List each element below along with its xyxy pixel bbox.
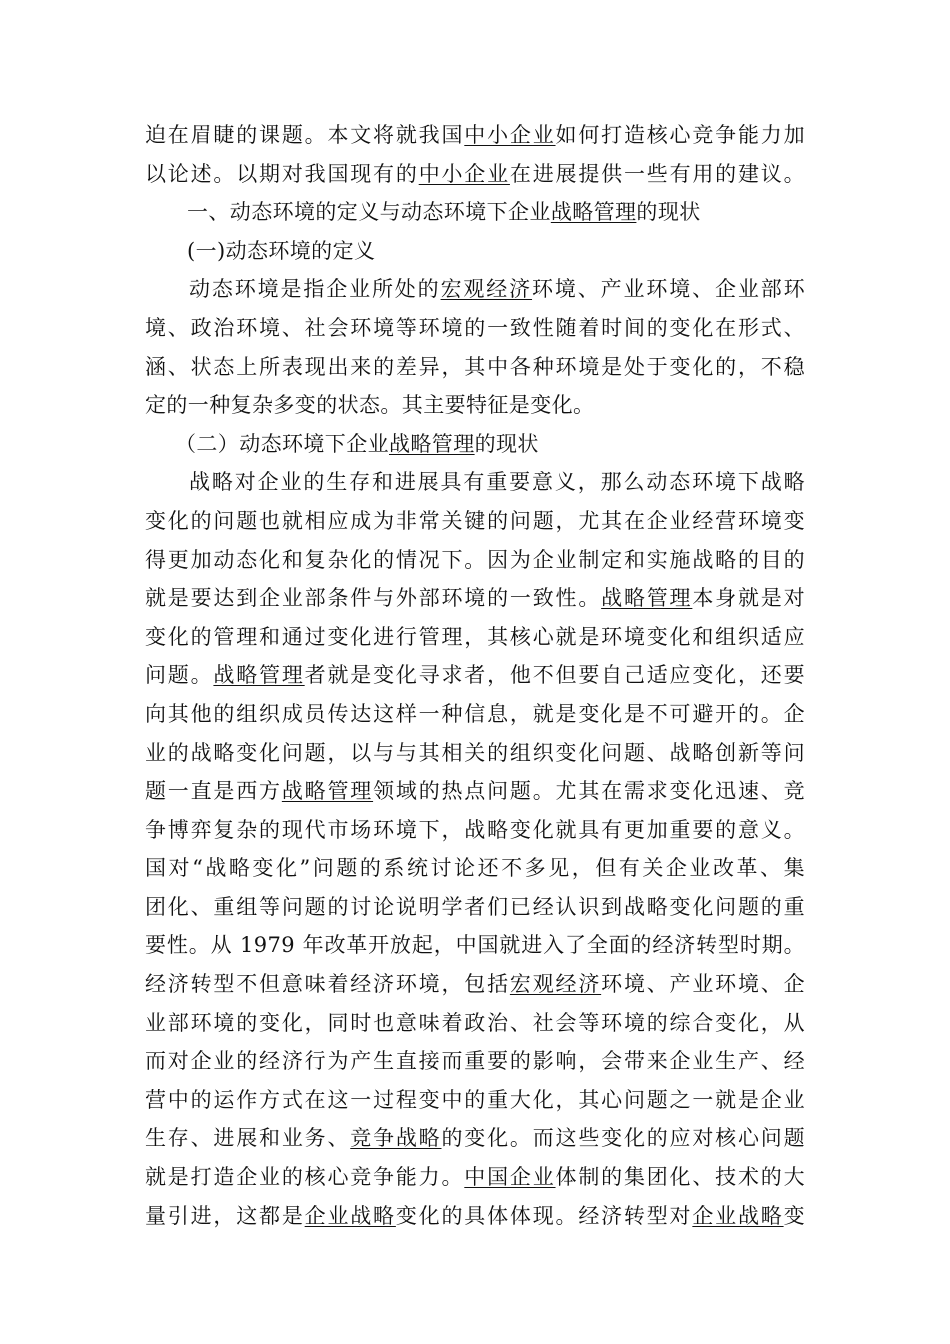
hyperlink-term[interactable]: 战略管理: [389, 431, 475, 456]
text-segment: 体制的集团化、技术的大: [555, 1165, 805, 1190]
text-segment: 变化的管理和通过变化进行管理，其核心就是环境变化和组织适应: [145, 624, 805, 649]
text-line: [145, 1081, 805, 1120]
text-line: [145, 888, 805, 927]
text-line: [145, 155, 805, 194]
text-segment: 环境、产业环境、企业部环: [532, 277, 805, 302]
text-line: [145, 193, 805, 232]
text-line: [145, 232, 805, 271]
text-segment: 而对企业的经济行为产生直接而重要的影响，会带来企业生产、经: [145, 1049, 805, 1074]
text-line: [145, 772, 805, 811]
text-line: [145, 463, 805, 502]
text-segment: 迫在眉睫的课题。本文将就我国: [145, 123, 465, 147]
document-page: [145, 116, 805, 1235]
hyperlink-term[interactable]: 战略管理: [550, 200, 637, 225]
text-segment: 要性。从 1979 年改革开放起，中国就进入了全面的经济转型时期。: [145, 933, 805, 958]
text-segment: 量引进，这都是: [145, 1203, 305, 1228]
hyperlink-term[interactable]: 中小企业: [418, 161, 510, 186]
text-segment: 变: [783, 1203, 805, 1228]
text-segment: 得更加动态化和复杂化的情况下。因为企业制定和实施战略的目的: [145, 547, 805, 572]
text-line: [145, 965, 805, 1004]
text-line: [145, 926, 805, 965]
text-segment: 问题。: [145, 663, 214, 688]
text-segment: 向其他的组织成员传达这样一种信息，就是变化是不可避开的。企: [145, 701, 805, 726]
text-line: [145, 695, 805, 734]
text-line: [145, 270, 805, 309]
text-segment: 题一直是西方: [145, 779, 282, 804]
text-line: [145, 1119, 805, 1158]
text-segment: 生存、进展和业务、: [145, 1126, 351, 1151]
text-segment: 定的一种复杂多变的状态。其主要特征是变化。: [145, 393, 595, 418]
hyperlink-term[interactable]: 中小企业: [464, 123, 556, 147]
text-segment: 战略对企业的生存和进展具有重要意义，那么动态环境下战略: [189, 470, 805, 495]
text-segment: 业部环境的变化，同时也意味着政治、社会等环境的综合变化，从: [145, 1010, 805, 1035]
text-line: [145, 656, 805, 695]
text-segment: 本身就是对: [692, 586, 805, 611]
text-segment: 环境、产业环境、企: [601, 972, 805, 997]
hyperlink-term[interactable]: 企业战略: [304, 1203, 396, 1228]
text-segment: 动态环境是指企业所处的: [189, 277, 441, 302]
hyperlink-term[interactable]: 战略管理: [601, 586, 693, 611]
text-segment: 争博弈复杂的现代市场环境下，战略变化就具有更加重要的意义。: [145, 817, 805, 842]
text-line: [145, 348, 805, 387]
text-line: [145, 309, 805, 348]
text-segment: 经济转型不但意味着经济环境，包括: [145, 972, 510, 997]
hyperlink-term[interactable]: 企业战略: [692, 1203, 784, 1228]
text-line: [145, 425, 805, 464]
text-segment: 业的战略变化问题，以与与其相关的组织变化问题、战略创新等问: [145, 740, 805, 765]
text-segment: 就是打造企业的核心竞争能力。: [145, 1165, 465, 1190]
text-segment: 在进展提供一些有用的建议。: [509, 161, 805, 186]
text-line: [145, 541, 805, 580]
text-segment: 就是要达到企业部条件与外部环境的一致性。: [145, 586, 602, 611]
hyperlink-term[interactable]: 竞争战略: [350, 1126, 442, 1151]
text-segment: 变化的问题也就相应成为非常关键的问题，尤其在企业经营环境变: [145, 508, 805, 533]
text-segment: 的现状: [636, 200, 701, 225]
hyperlink-term[interactable]: 宏观经济: [440, 277, 533, 302]
text-line: [145, 579, 805, 618]
text-segment: 国对“战略变化”问题的系统讨论还不多见，但有关企业改革、集: [145, 856, 805, 881]
text-line: [145, 386, 805, 425]
text-line: [145, 1004, 805, 1043]
text-line: [145, 734, 805, 773]
text-segment: 的变化。而这些变化的应对核心问题: [441, 1126, 805, 1151]
text-segment: 境、政治环境、社会环境等环境的一致性随着时间的变化在形式、: [145, 315, 805, 340]
text-line: [145, 1197, 805, 1236]
hyperlink-term[interactable]: 中国企业: [464, 1165, 556, 1190]
text-line: [145, 618, 805, 657]
text-segment: 团化、重组等问题的讨论说明学者们已经认识到战略变化问题的重: [145, 894, 805, 919]
text-segment: 涵、状态上所表现出来的差异，其中各种环境是处于变化的，不稳: [145, 354, 805, 379]
text-line: [145, 1042, 805, 1081]
text-line: [145, 811, 805, 850]
hyperlink-term[interactable]: 战略管理: [213, 663, 305, 688]
text-segment: 营中的运作方式在这一过程变中的重大化，其心问题之一就是企业: [145, 1087, 805, 1112]
text-segment: (一)动态环境的定义: [187, 238, 376, 263]
text-segment: 的现状: [474, 431, 539, 456]
hyperlink-term[interactable]: 宏观经济: [509, 972, 602, 997]
text-segment: 如何打造核心竞争能力加: [555, 123, 805, 147]
text-line: [145, 849, 805, 888]
text-segment: （二）动态环境下企业: [175, 431, 389, 456]
text-segment: 者就是变化寻求者，他不但要自己适应变化，还要: [304, 663, 805, 688]
text-line: [145, 502, 805, 541]
hyperlink-term[interactable]: 战略管理: [281, 779, 374, 804]
text-segment: 领域的热点问题。尤其在需求变化迅速、竞: [373, 779, 805, 804]
text-line: [145, 1158, 805, 1197]
text-segment: 一、动态环境的定义与动态环境下企业: [187, 200, 551, 225]
text-line: [145, 116, 805, 155]
text-segment: 以论述。以期对我国现有的: [145, 161, 419, 186]
text-segment: 变化的具体体现。经济转型对: [395, 1203, 693, 1228]
